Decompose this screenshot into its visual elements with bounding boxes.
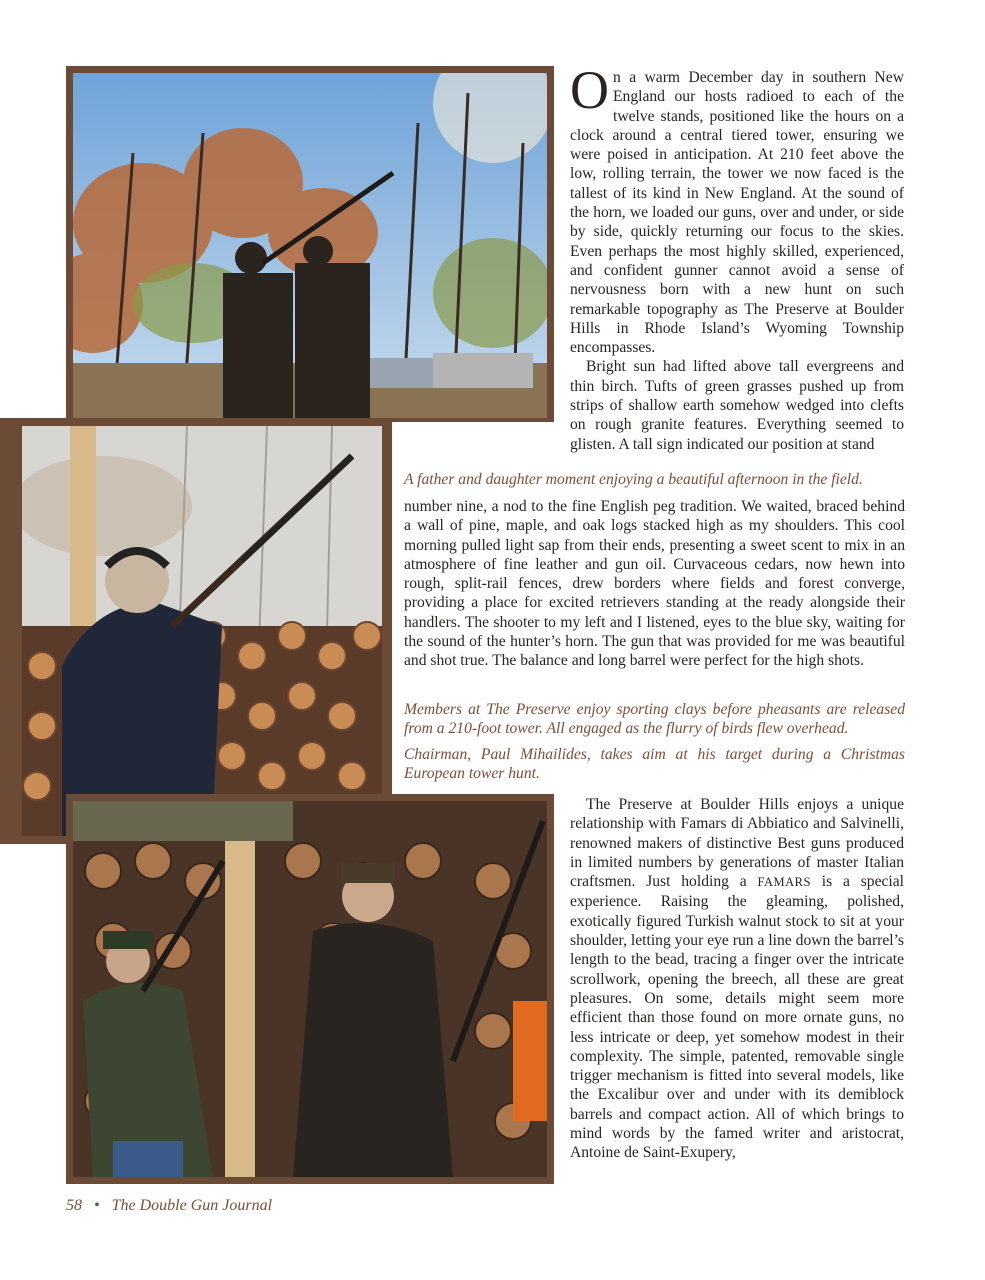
photo-chairman-shooting <box>22 426 382 836</box>
photo-members-sporting-clays <box>73 801 547 1177</box>
famars-brand: FAMARS <box>757 875 811 890</box>
article-column-middle <box>404 497 905 671</box>
article-column-top <box>570 60 904 454</box>
article-paragraph-2-start: Bright sun had lifted above tall evergreens and thin birch. Tufts of green grasses pushed up from strips of shallow earth somehow wedged into clefts on rough granite features. Everything seemed to glisten. A tall sign indicated our position at stand <box>570 358 904 453</box>
footer-separator: • <box>94 1197 100 1214</box>
article-paragraph-1 <box>570 60 904 357</box>
page-number: 58 <box>66 1197 82 1214</box>
photo-father-daughter <box>73 73 547 418</box>
publication-name: The Double Gun Journal <box>111 1197 273 1214</box>
caption-chairman: Chairman, Paul Mihailides, takes aim at his target during a Christmas European tower hunt. <box>404 746 905 783</box>
article-column-bottom <box>570 795 904 1163</box>
article-paragraph-3: The Preserve at Boulder Hills enjoys a unique relationship with Famars di Abbiatico and Salvinelli, renowned makers of distinctive Best guns produced in limited numbers by generations of master Italian craftsmen. Just holding a FAMARS is a special experience. Raising the gleaming, polished, exotically figured Turkish walnut stock to sit at your shoulder, letting your eye run a line down the barrel’s length to the bead, tracing a finger over the intricate scrollwork, opening the breech, all these are great pleasures. On some, details might seem more efficient than those found on more ornate guns, no less intricate or deep, yet somehow modest in their complexity. The simple, patented, removable single trigger mechanism is fitted into several models, like the Excalibur over and under with its demiblock barrels and compact action. All of which brings to mind words by the famed writer and aristocrat, Antoine de Saint-Exupery, <box>570 796 905 1162</box>
page-footer <box>66 1197 272 1215</box>
caption-father-daughter: A father and daughter moment enjoying a beautiful afternoon in the field. <box>404 471 863 488</box>
article-paragraph-2-continued: number nine, a nod to the fine English peg tradition. We waited, braced behind a wall of pine, maple, and oak logs stacked high as my shoulders. This cool morning pulled light sap from their ends, presenting a sweet scent to mix in an atmosphere of fine leather and gun oil. Curvaceous cedars, now hewn into rough, split-rail fences, drew borders where fields and forest converge, providing a place for excited retrievers standing at the ready alongside their handlers. The shooter to my left and I listened, eyes to the blue sky, waiting for the sound of the hunter’s horn. The gun that was provided for me was beautiful and shot true. The balance and long barrel were perfect for the high shots. <box>404 498 905 670</box>
drop-cap: O <box>570 60 609 120</box>
article-paragraph-1-text: n a warm December day in southern New England our hosts radioed to each of the twelve stands, positioned like the hours on a clock around a central tiered tower, ensuring we were poised in anticipation. At 210 feet above the low, rolling terrain, the tower we now faced is the tallest of its kind in New England. At the sound of the horn, we loaded our guns, over and under, or side by side, quickly returning our focus to the skies. Even perhaps the most highly skilled, experienced, and confident gunner cannot avoid a sense of nervousness born with a new hunt on such remarkable topography as The Preserve at Boulder Hills in Rhode Island’s Wyoming Township encompasses. <box>570 69 904 357</box>
caption-members-sporting-clays: Members at The Preserve enjoy sporting clays before pheasants are released from a 210-foot tower. All engaged as the flurry of birds flew overhead. <box>404 701 905 738</box>
